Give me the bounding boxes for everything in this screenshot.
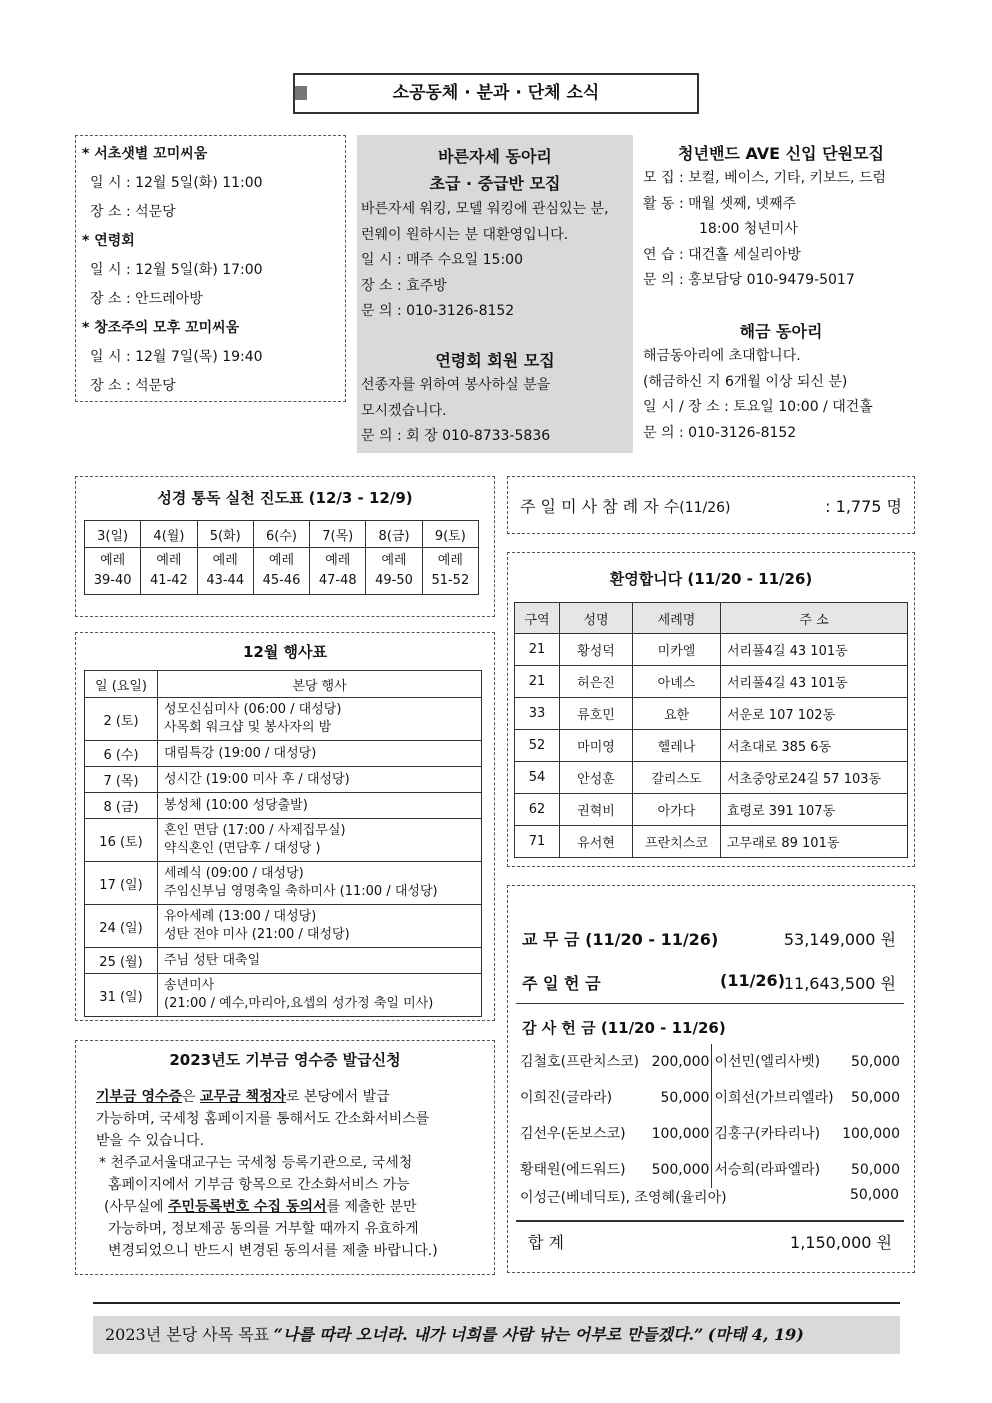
- event-line: 주님 성탄 대축일: [164, 952, 261, 968]
- event-date: 16 (토): [85, 819, 158, 862]
- welcome-cell: 황성덕: [560, 634, 633, 666]
- band-box: [641, 135, 921, 453]
- reading-cell: [141, 548, 197, 595]
- chapters: 47-48: [318, 573, 357, 588]
- welcome-cell: 서운로 107 102동: [721, 698, 908, 730]
- attendance-box: [507, 476, 915, 534]
- total-value: 1,150,000 원: [790, 1233, 892, 1252]
- text: 로 본당에서 발급: [286, 1089, 390, 1105]
- welcome-cell: 서초중앙로24길 57 103동: [721, 762, 908, 794]
- bible-table: [84, 520, 479, 595]
- welcome-row: [515, 666, 908, 698]
- event-line: 약식혼인 (면담후 / 대성당 ): [164, 841, 321, 856]
- group-place: 장 소 : 석문당: [90, 378, 176, 394]
- event-date: 8 (금): [85, 793, 158, 819]
- thanks-last-amount: 50,000: [850, 1187, 899, 1203]
- text-line: 일 시 : 매주 수요일 15:00: [361, 252, 523, 268]
- attendance-label: 주 일 미 사 참 례 자 수: [520, 497, 680, 516]
- event-line: 주임신부님 영명축일 축하미사 (11:00 / 대성당): [164, 884, 438, 899]
- thanks-entry: [518, 1044, 712, 1080]
- welcome-row: [515, 634, 908, 666]
- donation-title: 2023년도 기부금 영수증 발급신청: [169, 1051, 401, 1069]
- page-title: 소공동체 · 분과 · 단체 소식: [293, 73, 699, 114]
- posture-club-title: 바른자세 동아리: [438, 147, 552, 166]
- divider: [516, 1220, 904, 1222]
- book-name: 예레: [325, 553, 351, 568]
- day-header: 4(월): [141, 521, 197, 548]
- total-label: 합 계: [528, 1233, 564, 1252]
- text-line: 문 의 : 010-3126-8152: [361, 303, 515, 319]
- event-line: 세례식 (09:00 / 대성당): [164, 866, 304, 881]
- event-date: 7 (목): [85, 767, 158, 793]
- group-time: 일 시 : 12월 5일(화) 11:00: [90, 175, 263, 191]
- book-name: 예레: [381, 553, 407, 568]
- event-date: 25 (월): [85, 948, 158, 974]
- group-title: * 창조주의 모후 꼬미씨움: [82, 320, 240, 336]
- welcome-cell: 허은진: [560, 666, 633, 698]
- book-name: 예레: [212, 553, 238, 568]
- event-date: 24 (일): [85, 905, 158, 948]
- welcome-row: [515, 794, 908, 826]
- footer-rule: [93, 1302, 900, 1304]
- community-box: [75, 135, 346, 402]
- book-name: 예레: [156, 553, 182, 568]
- text-line: 변경되었으니 반드시 변경된 동의서를 제출 바랍니다.): [108, 1243, 438, 1259]
- footer: [93, 1316, 900, 1354]
- text-line: 장 소 : 효주방: [361, 277, 447, 294]
- reading-cell: [310, 548, 366, 595]
- welcome-box: [507, 552, 915, 867]
- text-line: 런웨이 원하시는 분 대환영입니다.: [361, 226, 569, 243]
- event-line: 봉성체 (10:00 성당출발): [164, 797, 308, 813]
- welcome-cell: 21: [515, 634, 560, 666]
- events-header-event: 본당 행사: [158, 671, 482, 698]
- reading-cell: [197, 548, 253, 595]
- day-header: 5(화): [197, 521, 253, 548]
- event-row: [85, 741, 482, 767]
- chapters: 51-52: [431, 573, 470, 588]
- thanks-row: [518, 1080, 902, 1116]
- text: 를 제출한 분만: [326, 1199, 417, 1215]
- event-line: 유아세례 (13:00 / 대성당): [164, 909, 317, 924]
- chapters: 45-46: [262, 573, 301, 588]
- posture-club-subtitle: 초급 · 중급반 모집: [429, 174, 561, 193]
- event-desc: [158, 905, 482, 948]
- event-line: 성탄 전야 미사 (21:00 / 대성당): [164, 927, 350, 942]
- welcome-cell: 52: [515, 730, 560, 762]
- receipt-term: 기부금 영수증: [96, 1089, 183, 1105]
- donor-amount: 100,000: [651, 1126, 710, 1142]
- reading-cell: [366, 548, 422, 595]
- event-desc: [158, 767, 482, 793]
- events-box: [75, 632, 495, 1021]
- thanks-entry: [712, 1152, 902, 1188]
- book-name: 예레: [437, 553, 463, 568]
- event-date: 6 (수): [85, 741, 158, 767]
- event-row: [85, 948, 482, 974]
- day-header: 9(토): [422, 521, 478, 548]
- welcome-row: [515, 698, 908, 730]
- welcome-header: 구역: [515, 603, 560, 634]
- welcome-cell: 권혁비: [560, 794, 633, 826]
- event-row: [85, 793, 482, 819]
- text-line: 가능하며, 국세청 홈페이지를 통해서도 간소화서비스를: [96, 1111, 430, 1127]
- welcome-cell: 서리풀4길 43 101동: [721, 634, 908, 666]
- welcome-cell: 54: [515, 762, 560, 794]
- welcome-title: 환영합니다 (11/20 - 11/26): [609, 570, 813, 588]
- footer-ref: (마태 4, 19): [707, 1325, 804, 1344]
- welcome-cell: 마미영: [560, 730, 633, 762]
- donor-name: 김철호(프란치스코): [520, 1054, 640, 1070]
- welcome-header: 주 소: [721, 603, 908, 634]
- book-name: 예레: [100, 553, 126, 568]
- text-line: 받을 수 있습니다.: [96, 1133, 205, 1149]
- events-table: [84, 670, 482, 1017]
- event-desc: [158, 974, 482, 1017]
- welcome-cell: 아녜스: [633, 666, 721, 698]
- donor-amount: 100,000: [842, 1126, 900, 1142]
- pledger-term: 교무금 책정자: [200, 1089, 287, 1105]
- donor-name: 이희선(가브리엘라): [714, 1090, 834, 1106]
- text: 교 무 금: [522, 930, 580, 949]
- event-row: [85, 698, 482, 741]
- text-line: 가능하며, 정보제공 동의를 거부할 때까지 유효하게: [108, 1221, 419, 1237]
- welcome-header: 세례명: [633, 603, 721, 634]
- thanks-entry: [712, 1080, 902, 1116]
- event-line: (21:00 / 예수,마리아,요셉의 성가정 축일 미사): [164, 996, 434, 1011]
- event-row: [85, 819, 482, 862]
- group-time: 일 시 : 12월 5일(화) 17:00: [90, 262, 263, 278]
- text-line: 활 동 : 매월 셋째, 넷째주: [643, 195, 797, 212]
- text: (11/20 - 11/26): [585, 930, 719, 949]
- donor-amount: 50,000: [660, 1090, 710, 1106]
- event-date: 31 (일): [85, 974, 158, 1017]
- bible-title: 성경 통독 실천 진도표 (12/3 - 12/9): [157, 489, 413, 507]
- donor-name: 김선우(돈보스코): [520, 1126, 626, 1142]
- footer-prefix: 2023년 본당 사목 목표: [105, 1325, 270, 1344]
- heongeum-label: 주 일 헌 금: [522, 974, 601, 993]
- welcome-cell: 71: [515, 826, 560, 858]
- bible-box: [75, 476, 495, 617]
- donor-name: 황태원(에드워드): [520, 1162, 626, 1178]
- welcome-cell: 62: [515, 794, 560, 826]
- group-place: 장 소 : 안드레아방: [90, 291, 203, 307]
- text-line: 선종자를 위하여 봉사하실 분을: [361, 377, 551, 393]
- kyomu-value: 53,149,000 원: [783, 930, 896, 949]
- text-line: 홈페이지에서 기부금 항목으로 간소화서비스 가능: [108, 1177, 410, 1193]
- donor-amount: 50,000: [851, 1090, 900, 1106]
- text-line: 문 의 : 회 장 010-8733-5836: [361, 428, 551, 444]
- text-line: 18:00 청년미사: [699, 221, 798, 237]
- consent-form-term: 주민등록번호 수집 동의서: [168, 1199, 327, 1215]
- footer-quote: “나를 따라 오너라. 내가 너희를 사람 낚는 어부로 만들겠다.”: [273, 1325, 704, 1344]
- event-desc: [158, 698, 482, 741]
- text-line: 문 의 : 홍보담당 010-9479-5017: [643, 272, 855, 288]
- welcome-cell: 헬레나: [633, 730, 721, 762]
- reading-cell: [85, 548, 141, 595]
- welcome-cell: 요한: [633, 698, 721, 730]
- text-line: 바른자세 워킹, 모델 워킹에 관심있는 분,: [361, 201, 609, 217]
- welcome-row: [515, 826, 908, 858]
- thanks-last-name: 이성근(베네딕토), 조영혜(율리아): [520, 1190, 727, 1206]
- day-header: 6(수): [253, 521, 309, 548]
- welcome-cell: 고무래로 89 101동: [721, 826, 908, 858]
- event-desc: [158, 741, 482, 767]
- group-time: 일 시 : 12월 7일(목) 19:40: [90, 349, 263, 365]
- event-desc: [158, 793, 482, 819]
- text-line: * 천주교서울대교구는 국세청 등록기관으로, 국세청: [99, 1155, 413, 1171]
- thanks-title: 감 사 헌 금 (11/20 - 11/26): [522, 1019, 726, 1037]
- event-date: 2 (토): [85, 698, 158, 741]
- welcome-header: 성명: [560, 603, 633, 634]
- event-line: 송년미사: [164, 978, 215, 993]
- group-place: 장 소 : 석문당: [90, 204, 176, 220]
- event-row: [85, 974, 482, 1017]
- reading-cell: [253, 548, 309, 595]
- chapters: 43-44: [206, 573, 245, 588]
- welcome-cell: 미카엘: [633, 634, 721, 666]
- finance-box: [507, 885, 915, 1273]
- day-header: 8(금): [366, 521, 422, 548]
- thanks-row: [518, 1044, 902, 1080]
- welcome-cell: 33: [515, 698, 560, 730]
- welcome-cell: 안성훈: [560, 762, 633, 794]
- event-desc: [158, 819, 482, 862]
- event-line: 성시간 (19:00 미사 후 / 대성당): [164, 771, 350, 787]
- day-header: 3(일): [85, 521, 141, 548]
- donor-name: 김홍구(카타리나): [714, 1126, 821, 1142]
- donor-amount: 200,000: [651, 1054, 710, 1070]
- book-name: 예레: [268, 553, 295, 568]
- club-box: [357, 135, 633, 453]
- welcome-cell: 아가다: [633, 794, 721, 826]
- welcome-cell: 갈리스도: [633, 762, 721, 794]
- thanks-row: [518, 1152, 902, 1188]
- divider: [516, 1003, 904, 1004]
- text-line: 해금동아리에 초대합니다.: [643, 348, 801, 364]
- haegeum-title: 해금 동아리: [739, 322, 823, 341]
- welcome-cell: 유서현: [560, 826, 633, 858]
- event-line: 사목회 워크샵 및 봉사자의 밤: [164, 720, 332, 735]
- welcome-table: [514, 602, 908, 858]
- events-title: 12월 행사표: [242, 643, 328, 661]
- chapters: 49-50: [375, 573, 413, 588]
- events-header-date: 일 (요일): [85, 671, 158, 698]
- thanks-row: [518, 1116, 902, 1152]
- event-row: [85, 905, 482, 948]
- thanks-entry: [518, 1080, 712, 1116]
- event-line: 성모신심미사 (06:00 / 대성당): [164, 702, 342, 717]
- event-line: 대림특강 (19:00 / 대성당): [164, 745, 317, 761]
- welcome-cell: 서리풀4길 43 101동: [721, 666, 908, 698]
- welcome-cell: 효령로 391 107동: [721, 794, 908, 826]
- reading-cell: [422, 548, 478, 595]
- text: 은: [182, 1089, 201, 1105]
- donor-amount: 50,000: [851, 1054, 900, 1070]
- funeral-club-title: 연령회 회원 모집: [435, 351, 555, 370]
- event-date: 17 (일): [85, 862, 158, 905]
- heongeum-date: (11/26): [720, 971, 785, 990]
- thanks-entry: [518, 1116, 712, 1152]
- donor-amount: 50,000: [851, 1162, 900, 1178]
- text-line: 연 습 : 대건홀 세실리아방: [643, 246, 801, 263]
- attendance-count: : 1,775 명: [825, 497, 902, 516]
- welcome-row: [515, 730, 908, 762]
- text-line: 모 집 : 보컬, 베이스, 기타, 키보드, 드럼: [643, 170, 887, 186]
- thanks-entry: [712, 1044, 902, 1080]
- text-line: 일 시 / 장 소 : 토요일 10:00 / 대건홀: [643, 399, 873, 415]
- welcome-cell: 류호민: [560, 698, 633, 730]
- text-line: 문 의 : 010-3126-8152: [643, 424, 797, 441]
- thanks-entry: [518, 1152, 712, 1188]
- event-row: [85, 862, 482, 905]
- text: (사무실에: [104, 1199, 169, 1215]
- attendance-date: (11/26): [679, 500, 731, 516]
- text-line: (해금하신 지 6개월 이상 되신 분): [643, 373, 848, 390]
- donor-name: 이선민(엘리사벳): [714, 1054, 821, 1070]
- donor-amount: 500,000: [651, 1162, 710, 1178]
- day-header: 7(목): [310, 521, 366, 548]
- donation-box: [75, 1040, 495, 1275]
- welcome-cell: 프란치스코: [633, 826, 721, 858]
- event-line: 혼인 면담 (17:00 / 사제집무실): [164, 823, 346, 838]
- chapters: 39-40: [93, 573, 132, 588]
- kyomu-label: [522, 927, 718, 950]
- group-title: * 서초샛별 꼬미씨움: [82, 146, 208, 162]
- donor-name: 이희진(글라라): [520, 1090, 613, 1106]
- event-desc: [158, 948, 482, 974]
- welcome-cell: 서초대로 385 6동: [721, 730, 908, 762]
- welcome-row: [515, 762, 908, 794]
- chapters: 41-42: [150, 573, 188, 588]
- group-title: * 연령회: [82, 233, 135, 249]
- donor-name: 서승희(라파엘라): [714, 1162, 821, 1178]
- event-desc: [158, 862, 482, 905]
- heongeum-value: 11,643,500 원: [783, 974, 896, 993]
- event-row: [85, 767, 482, 793]
- text-line: 모시겠습니다.: [361, 402, 447, 419]
- welcome-cell: 21: [515, 666, 560, 698]
- thanks-entry: [712, 1116, 902, 1152]
- band-title: 청년밴드 AVE 신입 단원모집: [678, 144, 884, 163]
